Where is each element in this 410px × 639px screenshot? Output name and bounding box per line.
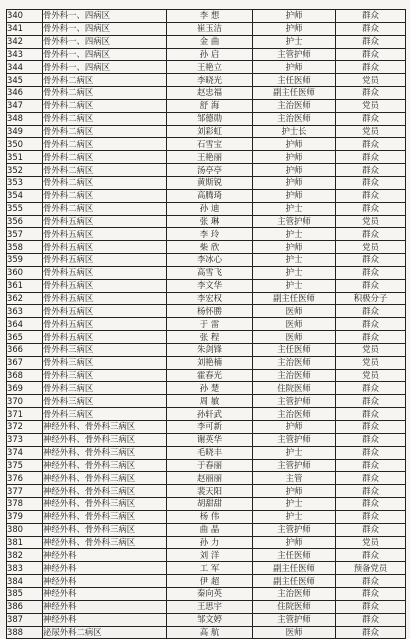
job-title-cell: 护士 <box>253 202 336 215</box>
job-title-cell: 护师 <box>253 485 336 498</box>
job-title-cell: 护师 <box>253 536 336 549</box>
department-cell: 骨外科五病区 <box>43 305 167 318</box>
row-number: 376 <box>7 472 43 485</box>
political-status-cell: 群众 <box>336 433 406 446</box>
name-cell: 李晓光 <box>167 74 253 87</box>
political-status-cell: 群众 <box>336 446 406 459</box>
row-number: 359 <box>7 254 43 267</box>
row-number: 355 <box>7 202 43 215</box>
name-cell: 刘 洋 <box>167 549 253 562</box>
row-number: 386 <box>7 600 43 613</box>
political-status-cell: 群众 <box>336 549 406 562</box>
row-number: 351 <box>7 151 43 164</box>
row-number: 358 <box>7 241 43 254</box>
political-status-cell: 群众 <box>336 626 406 639</box>
name-cell: 李 想 <box>167 10 253 23</box>
row-number: 350 <box>7 138 43 151</box>
table-row <box>7 575 406 588</box>
political-status-cell: 党员 <box>336 215 406 228</box>
department-cell: 骨外科一、四病区 <box>43 35 167 48</box>
table-row <box>7 382 406 395</box>
job-title-cell: 主治医师 <box>253 112 336 125</box>
table-row <box>7 176 406 189</box>
row-number: 368 <box>7 369 43 382</box>
job-title-cell: 主治医师 <box>253 408 336 421</box>
political-status-cell: 群众 <box>336 472 406 485</box>
row-number: 371 <box>7 408 43 421</box>
department-cell: 骨外科二病区 <box>43 151 167 164</box>
table-row <box>7 74 406 87</box>
table-row <box>7 215 406 228</box>
name-cell: 刘艳楠 <box>167 356 253 369</box>
name-cell: 胡甜甜 <box>167 498 253 511</box>
job-title-cell: 主治医师 <box>253 369 336 382</box>
political-status-cell: 群众 <box>336 305 406 318</box>
department-cell: 骨外科三病区 <box>43 382 167 395</box>
department-cell: 骨外科五病区 <box>43 266 167 279</box>
row-number: 346 <box>7 87 43 100</box>
row-number: 348 <box>7 112 43 125</box>
job-title-cell: 护师 <box>253 164 336 177</box>
political-status-cell: 群众 <box>336 408 406 421</box>
table-row <box>7 10 406 23</box>
name-cell: 孙轩武 <box>167 408 253 421</box>
row-number: 362 <box>7 292 43 305</box>
row-number: 384 <box>7 575 43 588</box>
table-row <box>7 22 406 35</box>
political-status-cell: 群众 <box>336 510 406 523</box>
table-row <box>7 241 406 254</box>
table-row <box>7 279 406 292</box>
job-title-cell: 主管 <box>253 472 336 485</box>
name-cell: 曲 晶 <box>167 523 253 536</box>
name-cell: 邹文婷 <box>167 613 253 626</box>
table-row <box>7 254 406 267</box>
job-title-cell: 住院医师 <box>253 382 336 395</box>
name-cell: 高雪飞 <box>167 266 253 279</box>
political-status-cell: 群众 <box>336 151 406 164</box>
department-cell: 泌尿外科二病区 <box>43 626 167 639</box>
political-status-cell: 群众 <box>336 331 406 344</box>
political-status-cell: 党员 <box>336 99 406 112</box>
department-cell: 骨外科三病区 <box>43 395 167 408</box>
table-row <box>7 61 406 74</box>
name-cell: 张 琳 <box>167 215 253 228</box>
roster-body <box>7 10 406 639</box>
department-cell: 骨外科二病区 <box>43 164 167 177</box>
name-cell: 毛晓丰 <box>167 446 253 459</box>
name-cell: 舒 海 <box>167 99 253 112</box>
job-title-cell: 护士 <box>253 446 336 459</box>
staff-roster-table <box>6 9 406 639</box>
department-cell: 神经外科、骨外科三病区 <box>43 536 167 549</box>
job-title-cell: 护士 <box>253 279 336 292</box>
political-status-cell: 党员 <box>336 125 406 138</box>
job-title-cell: 护师 <box>253 421 336 434</box>
row-number: 352 <box>7 164 43 177</box>
department-cell: 骨外科一、四病区 <box>43 61 167 74</box>
table-row <box>7 600 406 613</box>
table-row <box>7 536 406 549</box>
department-cell: 骨外科二病区 <box>43 176 167 189</box>
job-title-cell: 主管护师 <box>253 613 336 626</box>
row-number: 388 <box>7 626 43 639</box>
name-cell: 周 敏 <box>167 395 253 408</box>
department-cell: 骨外科五病区 <box>43 228 167 241</box>
table-row <box>7 395 406 408</box>
name-cell: 杨怀勝 <box>167 305 253 318</box>
political-status-cell: 党员 <box>336 343 406 356</box>
table-row <box>7 485 406 498</box>
political-status-cell: 群众 <box>336 600 406 613</box>
political-status-cell: 群众 <box>336 613 406 626</box>
department-cell: 神经外科 <box>43 549 167 562</box>
name-cell: 高 航 <box>167 626 253 639</box>
department-cell: 骨外科二病区 <box>43 125 167 138</box>
table-row <box>7 318 406 331</box>
row-number: 345 <box>7 74 43 87</box>
name-cell: 王艳丽 <box>167 151 253 164</box>
table-row <box>7 433 406 446</box>
name-cell: 工 军 <box>167 562 253 575</box>
row-number: 383 <box>7 562 43 575</box>
table-row <box>7 48 406 61</box>
political-status-cell: 群众 <box>336 421 406 434</box>
department-cell: 神经外科 <box>43 600 167 613</box>
job-title-cell: 护师 <box>253 61 336 74</box>
department-cell: 神经外科 <box>43 613 167 626</box>
name-cell: 李 玲 <box>167 228 253 241</box>
department-cell: 骨外科三病区 <box>43 369 167 382</box>
job-title-cell: 护士 <box>253 228 336 241</box>
row-number: 353 <box>7 176 43 189</box>
political-status-cell: 群众 <box>336 112 406 125</box>
political-status-cell: 群众 <box>336 575 406 588</box>
row-number: 342 <box>7 35 43 48</box>
row-number: 375 <box>7 459 43 472</box>
political-status-cell: 预备党员 <box>336 562 406 575</box>
job-title-cell: 副主任医师 <box>253 87 336 100</box>
table-row <box>7 202 406 215</box>
row-number: 385 <box>7 587 43 600</box>
department-cell: 神经外科、骨外科三病区 <box>43 446 167 459</box>
table-row <box>7 305 406 318</box>
job-title-cell: 主任医师 <box>253 549 336 562</box>
name-cell: 崔玉洁 <box>167 22 253 35</box>
department-cell: 骨外科一、四病区 <box>43 48 167 61</box>
row-number: 363 <box>7 305 43 318</box>
row-number: 349 <box>7 125 43 138</box>
department-cell: 神经外科、骨外科三病区 <box>43 421 167 434</box>
table-row <box>7 35 406 48</box>
political-status-cell: 群众 <box>336 459 406 472</box>
table-row <box>7 408 406 421</box>
department-cell: 骨外科二病区 <box>43 202 167 215</box>
name-cell: 秦向英 <box>167 587 253 600</box>
department-cell: 骨外科三病区 <box>43 343 167 356</box>
department-cell: 神经外科 <box>43 562 167 575</box>
name-cell: 李宏权 <box>167 292 253 305</box>
political-status-cell: 群众 <box>336 176 406 189</box>
job-title-cell: 医师 <box>253 305 336 318</box>
political-status-cell: 群众 <box>336 485 406 498</box>
table-row <box>7 112 406 125</box>
table-row <box>7 292 406 305</box>
job-title-cell: 主治医师 <box>253 99 336 112</box>
row-number: 381 <box>7 536 43 549</box>
job-title-cell: 护师 <box>253 241 336 254</box>
political-status-cell: 群众 <box>336 279 406 292</box>
table-row <box>7 613 406 626</box>
row-number: 344 <box>7 61 43 74</box>
row-number: 373 <box>7 433 43 446</box>
row-number: 341 <box>7 22 43 35</box>
department-cell: 骨外科三病区 <box>43 356 167 369</box>
job-title-cell: 主管护师 <box>253 459 336 472</box>
department-cell: 神经外科、骨外科三病区 <box>43 433 167 446</box>
political-status-cell: 群众 <box>336 254 406 267</box>
job-title-cell: 护士长 <box>253 125 336 138</box>
job-title-cell: 主治医师 <box>253 356 336 369</box>
department-cell: 神经外科 <box>43 575 167 588</box>
job-title-cell: 副主任医师 <box>253 575 336 588</box>
table-row <box>7 369 406 382</box>
job-title-cell: 护师 <box>253 10 336 23</box>
table-row <box>7 421 406 434</box>
job-title-cell: 主管护师 <box>253 523 336 536</box>
name-cell: 高腾琦 <box>167 189 253 202</box>
department-cell: 神经外科、骨外科三病区 <box>43 485 167 498</box>
job-title-cell: 护师 <box>253 176 336 189</box>
table-row <box>7 562 406 575</box>
political-status-cell: 群众 <box>336 164 406 177</box>
political-status-cell: 群众 <box>336 61 406 74</box>
name-cell: 于 雷 <box>167 318 253 331</box>
political-status-cell: 群众 <box>336 35 406 48</box>
job-title-cell: 主任医师 <box>253 74 336 87</box>
department-cell: 骨外科五病区 <box>43 292 167 305</box>
name-cell: 金 曲 <box>167 35 253 48</box>
name-cell: 于春丽 <box>167 459 253 472</box>
department-cell: 骨外科五病区 <box>43 318 167 331</box>
name-cell: 霍春光 <box>167 369 253 382</box>
row-number: 361 <box>7 279 43 292</box>
table-row <box>7 87 406 100</box>
name-cell: 孙 楚 <box>167 382 253 395</box>
name-cell: 石雪宝 <box>167 138 253 151</box>
job-title-cell: 主治医师 <box>253 587 336 600</box>
department-cell: 骨外科二病区 <box>43 112 167 125</box>
name-cell: 汤亭亭 <box>167 164 253 177</box>
row-number: 387 <box>7 613 43 626</box>
department-cell: 骨外科五病区 <box>43 241 167 254</box>
department-cell: 神经外科、骨外科三病区 <box>43 498 167 511</box>
department-cell: 神经外科、骨外科三病区 <box>43 523 167 536</box>
job-title-cell: 护师 <box>253 189 336 202</box>
name-cell: 李可新 <box>167 421 253 434</box>
job-title-cell: 医师 <box>253 626 336 639</box>
table-row <box>7 626 406 639</box>
political-status-cell: 党员 <box>336 74 406 87</box>
political-status-cell: 群众 <box>336 498 406 511</box>
department-cell: 骨外科二病区 <box>43 99 167 112</box>
political-status-cell: 群众 <box>336 22 406 35</box>
row-number: 367 <box>7 356 43 369</box>
job-title-cell: 护士 <box>253 35 336 48</box>
table-row <box>7 151 406 164</box>
name-cell: 李冰心 <box>167 254 253 267</box>
job-title-cell: 护师 <box>253 151 336 164</box>
job-title-cell: 主任医师 <box>253 343 336 356</box>
name-cell: 孙 启 <box>167 48 253 61</box>
table-row <box>7 266 406 279</box>
row-number: 347 <box>7 99 43 112</box>
department-cell: 骨外科三病区 <box>43 408 167 421</box>
political-status-cell: 群众 <box>336 266 406 279</box>
job-title-cell: 副主任医师 <box>253 292 336 305</box>
name-cell: 王艳立 <box>167 61 253 74</box>
name-cell: 赵丽丽 <box>167 472 253 485</box>
table-row <box>7 138 406 151</box>
department-cell: 神经外科、骨外科三病区 <box>43 472 167 485</box>
row-number: 357 <box>7 228 43 241</box>
table-row <box>7 356 406 369</box>
department-cell: 骨外科二病区 <box>43 138 167 151</box>
table-row <box>7 331 406 344</box>
row-number: 372 <box>7 421 43 434</box>
political-status-cell: 党员 <box>336 241 406 254</box>
name-cell: 张 程 <box>167 331 253 344</box>
name-cell: 黄斯锐 <box>167 176 253 189</box>
table-row <box>7 164 406 177</box>
table-row <box>7 189 406 202</box>
political-status-cell: 党员 <box>336 356 406 369</box>
job-title-cell: 护士 <box>253 254 336 267</box>
row-number: 343 <box>7 48 43 61</box>
name-cell: 谢英华 <box>167 433 253 446</box>
department-cell: 神经外科、骨外科三病区 <box>43 459 167 472</box>
political-status-cell: 积极分子 <box>336 292 406 305</box>
job-title-cell: 主管护师 <box>253 433 336 446</box>
political-status-cell: 群众 <box>336 87 406 100</box>
name-cell: 王思宇 <box>167 600 253 613</box>
name-cell: 孙 力 <box>167 536 253 549</box>
job-title-cell: 副主任医师 <box>253 562 336 575</box>
row-number: 374 <box>7 446 43 459</box>
name-cell: 刘彩虹 <box>167 125 253 138</box>
department-cell: 骨外科一、四病区 <box>43 10 167 23</box>
name-cell: 杨 伟 <box>167 510 253 523</box>
political-status-cell: 群众 <box>336 382 406 395</box>
row-number: 354 <box>7 189 43 202</box>
political-status-cell: 群众 <box>336 587 406 600</box>
row-number: 382 <box>7 549 43 562</box>
table-row <box>7 459 406 472</box>
row-number: 370 <box>7 395 43 408</box>
table-row <box>7 510 406 523</box>
job-title-cell: 护士 <box>253 510 336 523</box>
row-number: 364 <box>7 318 43 331</box>
department-cell: 神经外科 <box>43 587 167 600</box>
political-status-cell: 群众 <box>336 189 406 202</box>
political-status-cell: 群众 <box>336 10 406 23</box>
name-cell: 伊 超 <box>167 575 253 588</box>
name-cell: 裴天阳 <box>167 485 253 498</box>
political-status-cell: 群众 <box>336 138 406 151</box>
department-cell: 骨外科一、四病区 <box>43 22 167 35</box>
job-title-cell: 护师 <box>253 138 336 151</box>
department-cell: 骨外科五病区 <box>43 279 167 292</box>
name-cell: 李文华 <box>167 279 253 292</box>
table-row <box>7 125 406 138</box>
table-row <box>7 523 406 536</box>
department-cell: 骨外科五病区 <box>43 215 167 228</box>
political-status-cell: 群众 <box>336 318 406 331</box>
table-row <box>7 498 406 511</box>
table-row <box>7 446 406 459</box>
job-title-cell: 护士 <box>253 498 336 511</box>
table-row <box>7 343 406 356</box>
name-cell: 赵忠福 <box>167 87 253 100</box>
political-status-cell: 群众 <box>336 395 406 408</box>
row-number: 380 <box>7 523 43 536</box>
political-status-cell: 群众 <box>336 202 406 215</box>
row-number: 377 <box>7 485 43 498</box>
job-title-cell: 护士 <box>253 266 336 279</box>
job-title-cell: 主管护师 <box>253 395 336 408</box>
job-title-cell: 住院医师 <box>253 600 336 613</box>
name-cell: 朱剑锋 <box>167 343 253 356</box>
department-cell: 骨外科二病区 <box>43 189 167 202</box>
department-cell: 骨外科二病区 <box>43 87 167 100</box>
job-title-cell: 护师 <box>253 22 336 35</box>
department-cell: 神经外科、骨外科三病区 <box>43 510 167 523</box>
row-number: 365 <box>7 331 43 344</box>
row-number: 356 <box>7 215 43 228</box>
row-number: 379 <box>7 510 43 523</box>
row-number: 366 <box>7 343 43 356</box>
name-cell: 孙 迪 <box>167 202 253 215</box>
row-number: 378 <box>7 498 43 511</box>
table-row <box>7 228 406 241</box>
table-row <box>7 472 406 485</box>
row-number: 360 <box>7 266 43 279</box>
department-cell: 骨外科五病区 <box>43 331 167 344</box>
job-title-cell: 医师 <box>253 318 336 331</box>
name-cell: 邹德勋 <box>167 112 253 125</box>
political-status-cell: 群众 <box>336 48 406 61</box>
row-number: 340 <box>7 10 43 23</box>
political-status-cell: 群众 <box>336 228 406 241</box>
table-row <box>7 587 406 600</box>
department-cell: 骨外科二病区 <box>43 74 167 87</box>
political-status-cell: 群众 <box>336 523 406 536</box>
name-cell: 柴 欣 <box>167 241 253 254</box>
political-status-cell: 党员 <box>336 536 406 549</box>
table-row <box>7 549 406 562</box>
job-title-cell: 主管护师 <box>253 215 336 228</box>
job-title-cell: 主管护师 <box>253 48 336 61</box>
job-title-cell: 医师 <box>253 331 336 344</box>
row-number: 369 <box>7 382 43 395</box>
political-status-cell: 党员 <box>336 369 406 382</box>
table-row <box>7 99 406 112</box>
department-cell: 骨外科五病区 <box>43 254 167 267</box>
